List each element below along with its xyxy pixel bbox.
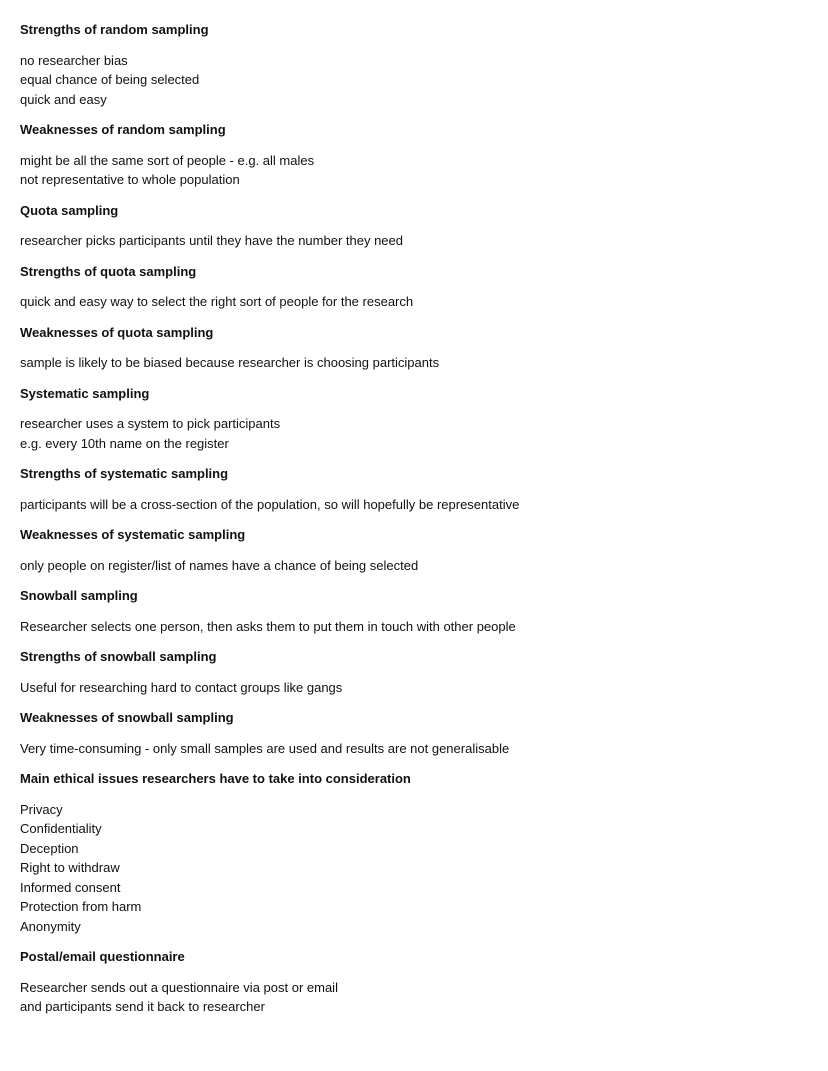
section-heading: Strengths of quota sampling: [20, 263, 197, 279]
body-line: Right to withdraw: [20, 860, 120, 875]
body-line: not representative to whole population: [20, 172, 240, 187]
body-line: no researcher bias: [20, 52, 128, 68]
section-postal-email-questionnaire: [20, 947, 810, 1017]
section-heading: Strengths of snowball sampling: [20, 649, 217, 664]
body-line: Researcher selects one person, then asks them to put them in touch with other people: [20, 618, 516, 634]
body-line: quick and easy: [20, 91, 107, 107]
body-line: researcher uses a system to pick participants: [20, 416, 281, 431]
section-heading: Weaknesses of systematic sampling: [20, 527, 246, 542]
body-line: e.g. every 10th name on the register: [20, 435, 229, 451]
section-heading: Weaknesses of quota sampling: [20, 324, 214, 340]
section-heading: Quota sampling: [20, 202, 119, 218]
section-heading: Systematic sampling: [20, 385, 150, 401]
body-line: equal chance of being selected: [20, 72, 200, 87]
body-line: Very time-consuming - only small samples are used and results are not generalisable: [20, 740, 510, 756]
body-line: sample is likely to be biased because researcher is choosing participants: [20, 355, 440, 370]
body-line: researcher picks participants until they have the number they need: [20, 233, 403, 248]
section-heading: Strengths of random sampling: [20, 22, 209, 37]
section-body: [20, 151, 810, 190]
section-weaknesses-quota-sampling: [20, 323, 810, 373]
section-strengths-random-sampling: [20, 20, 810, 109]
section-snowball-sampling: [20, 586, 810, 636]
section-heading: Weaknesses of snowball sampling: [20, 710, 234, 725]
section-heading: Main ethical issues researchers have to take into consideration: [20, 771, 411, 786]
section-body: [20, 800, 810, 937]
section-strengths-snowball-sampling: [20, 647, 810, 697]
body-line: only people on register/list of names have a chance of being selected: [20, 557, 419, 573]
section-body: [20, 353, 810, 373]
section-body: [20, 556, 810, 576]
section-heading: Snowball sampling: [20, 588, 138, 603]
body-line: Confidentiality: [20, 821, 102, 836]
body-line: Informed consent: [20, 879, 121, 895]
section-heading: Weaknesses of random sampling: [20, 122, 226, 137]
section-body: [20, 978, 810, 1017]
section-body: [20, 495, 810, 515]
section-body: [20, 231, 810, 251]
section-body: [20, 414, 810, 453]
section-weaknesses-random-sampling: [20, 120, 810, 190]
body-line: Protection from harm: [20, 899, 142, 914]
document-page: [20, 20, 810, 1028]
body-line: and participants send it back to researcher: [20, 999, 265, 1014]
section-weaknesses-snowball-sampling: [20, 708, 810, 758]
section-body: [20, 678, 810, 698]
section-heading: Strengths of systematic sampling: [20, 466, 229, 481]
section-ethical-issues: [20, 769, 810, 936]
body-line: quick and easy way to select the right sort of people for the research: [20, 294, 414, 309]
section-strengths-systematic-sampling: [20, 464, 810, 514]
body-line: Anonymity: [20, 918, 81, 934]
body-line: participants will be a cross-section of the population, so will hopefully be representative: [20, 496, 520, 512]
section-body: [20, 617, 810, 637]
body-line: might be all the same sort of people - e.g. all males: [20, 152, 315, 168]
body-line: Privacy: [20, 801, 63, 817]
body-line: Deception: [20, 840, 79, 856]
section-quota-sampling: [20, 201, 810, 251]
section-systematic-sampling: [20, 384, 810, 454]
section-body: [20, 51, 810, 110]
body-line: Useful for researching hard to contact groups like gangs: [20, 679, 343, 695]
section-body: [20, 292, 810, 312]
section-weaknesses-systematic-sampling: [20, 525, 810, 575]
section-heading: Postal/email questionnaire: [20, 949, 185, 964]
body-line: Researcher sends out a questionnaire via post or email: [20, 979, 338, 995]
section-strengths-quota-sampling: [20, 262, 810, 312]
section-body: [20, 739, 810, 759]
